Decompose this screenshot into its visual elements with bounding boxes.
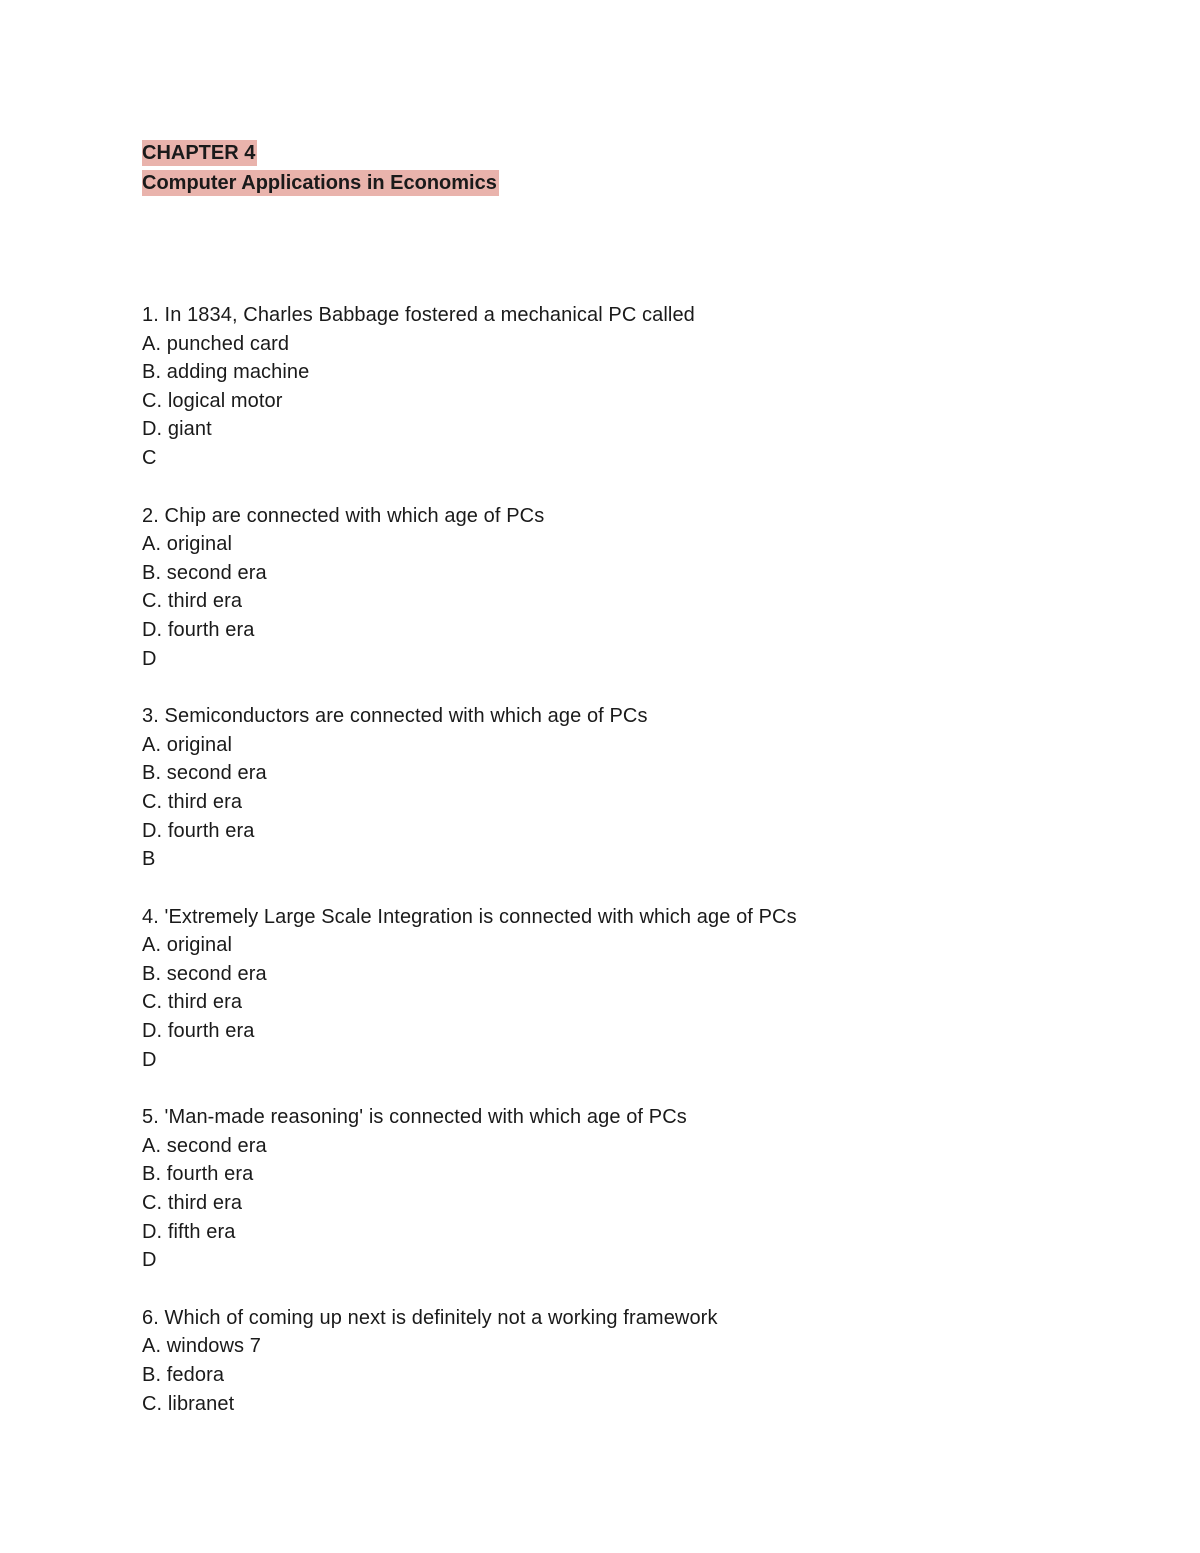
answer-option: A. punched card [142, 332, 290, 355]
document-page [142, 140, 1142, 1447]
heading-spacer [142, 200, 1142, 301]
answer-option: A. original [142, 934, 233, 957]
question-stem: 6. Which of coming up next is definitely not a working framework [142, 1306, 718, 1329]
answer-option: D. fourth era [142, 1020, 255, 1043]
answer-option: A. windows 7 [142, 1335, 262, 1358]
answer-option: C. third era [142, 590, 243, 613]
question-stem: 3. Semiconductors are connected with which age of PCs [142, 705, 648, 728]
question-list [142, 301, 1142, 1418]
answer-option: B. fedora [142, 1364, 225, 1386]
answer-option: A. original [142, 533, 233, 556]
answer-option: B. fourth era [142, 1163, 254, 1186]
answer-key: D [142, 1249, 157, 1272]
question-block [142, 1304, 1142, 1418]
answer-option: C. third era [142, 790, 243, 813]
chapter-number: CHAPTER 4 [142, 142, 256, 164]
answer-option: B. second era [142, 962, 267, 985]
question-stem: 1. In 1834, Charles Babbage fostered a mechanical PC called [142, 304, 695, 326]
chapter-title: Computer Applications in Economics [142, 172, 497, 194]
answer-option: A. second era [142, 1134, 267, 1157]
answer-option: C. third era [142, 991, 243, 1014]
question-block [142, 301, 1142, 473]
question-block [142, 702, 1142, 874]
answer-option: C. third era [142, 1192, 243, 1215]
chapter-number-line [142, 140, 1142, 170]
question-block [142, 1103, 1142, 1275]
answer-option: D. fourth era [142, 618, 255, 641]
answer-key: B [142, 848, 156, 871]
answer-option: D. fifth era [142, 1220, 236, 1243]
answer-option: D. giant [142, 418, 212, 441]
answer-option: C. logical motor [142, 389, 283, 412]
answer-option: A. original [142, 733, 233, 756]
answer-option: C. libranet [142, 1392, 235, 1415]
answer-option: B. adding machine [142, 361, 310, 384]
answer-option: D. fourth era [142, 819, 255, 842]
question-stem: 4. 'Extremely Large Scale Integration is connected with which age of PCs [142, 905, 797, 928]
question-stem: 2. Chip are connected with which age of PCs [142, 504, 545, 527]
answer-option: B. second era [142, 762, 267, 785]
answer-key: D [142, 647, 157, 670]
question-block [142, 903, 1142, 1075]
question-block [142, 502, 1142, 674]
chapter-title-line [142, 170, 1142, 200]
answer-key: D [142, 1048, 157, 1071]
answer-key: C [142, 446, 157, 469]
answer-option: B. second era [142, 561, 267, 584]
question-stem: 5. 'Man-made reasoning' is connected with which age of PCs [142, 1106, 687, 1129]
